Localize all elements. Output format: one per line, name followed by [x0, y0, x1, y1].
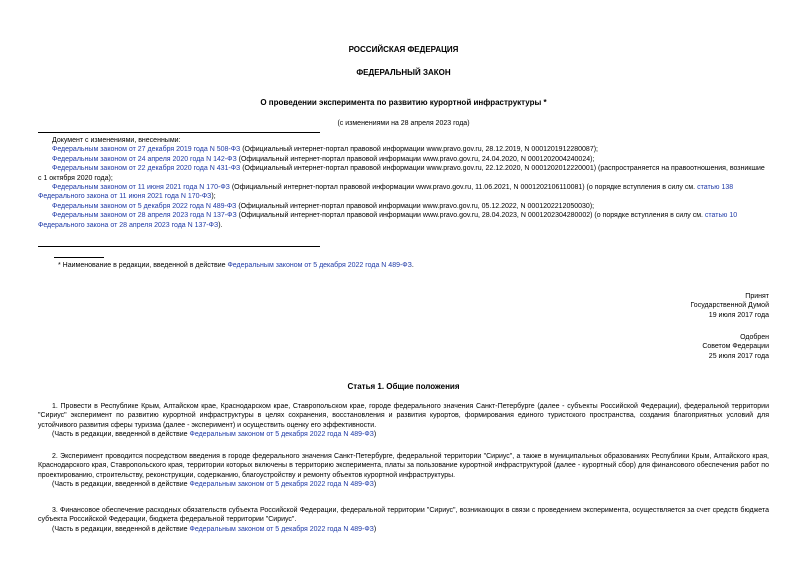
- article-link[interactable]: статью 138 Федерального закона от 11 июня 2021 года N 170-ФЗ: [38, 184, 734, 201]
- edition-suffix: ): [373, 525, 377, 533]
- article-part: [38, 452, 769, 490]
- accepted-line: Государственной Думой: [690, 302, 769, 310]
- article-part: [38, 506, 769, 534]
- top-divider: [38, 132, 320, 133]
- change-item: [38, 183, 769, 202]
- change-link[interactable]: Федеральным законом от 11 июня 2021 года N 170-ФЗ: [52, 184, 230, 192]
- approved-block: [702, 333, 769, 361]
- accepted-line: 19 июля 2017 года: [708, 311, 769, 319]
- approved-line: 25 июля 2017 года: [708, 352, 769, 360]
- footnote-divider: [54, 257, 104, 258]
- article-part-text: 2. Эксперимент проводится посредством введения в городе федерального значения Санкт-Петербурге, федеральной территории "Сириус", а также в муниципальных образованиях Республики Крым, Алтайского края, Краснодарского края, Ставропольского края, территории которых включены в территорию эксперимента, платы за пользование курортной инфраструктурой (далее - курортный сбор) для финансового обеспечения работ по проектированию, строительству, реконструкции, содержанию, благоустройству и ремонту объектов курортной инфраструктуры.: [38, 453, 769, 479]
- article-part-text: 3. Финансовое обеспечение расходных обязательств субъекта Российской Федерации, федеральной территории "Сириус", возникающих в связи с проведением эксперимента, осуществляется за счет средств бюджета субъекта Российской Федерации, бюджета федеральной территории "Сириус".: [38, 507, 769, 524]
- article-link[interactable]: статью 10 Федерального закона от 28 апреля 2023 года N 137-ФЗ: [38, 212, 738, 229]
- change-item: [38, 211, 769, 230]
- edition-suffix: ): [373, 431, 377, 439]
- change-link[interactable]: Федеральным законом от 27 декабря 2019 года N 508-ФЗ: [52, 146, 241, 154]
- change-text: (Официальный интернет-портал правовой информации www.pravo.gov.ru, 11.06.2021, N 0001202106110081) (о порядке вступления в силу см.: [229, 184, 698, 192]
- change-item: [38, 202, 769, 211]
- article-heading: Статья 1. Общие положения: [347, 382, 460, 391]
- change-link[interactable]: Федеральным законом от 28 апреля 2023 года N 137-ФЗ: [52, 212, 237, 220]
- country-heading: РОССИЙСКАЯ ФЕДЕРАЦИЯ: [348, 45, 459, 54]
- edition-prefix: (Часть в редакции, введенной в действие: [52, 525, 190, 533]
- bottom-divider: [38, 246, 320, 247]
- approved-line: Одобрен: [740, 334, 769, 341]
- footnote-link[interactable]: Федеральным законом от 5 декабря 2022 года N 489-ФЗ: [227, 262, 412, 269]
- change-text: (Официальный интернет-портал правовой информации www.pravo.gov.ru, 28.12.2019, N 0001201912280087);: [240, 146, 598, 154]
- accepted-line: Принят: [745, 293, 769, 300]
- article-part-text: 1. Провести в Республике Крым, Алтайском крае, Краснодарском крае, Ставропольском крае, городе федерального значения Санкт-Петербурге (далее - субъекты Российской Федерации), федеральной территории "Сириус" эксперимент по развитию курортной инфраструктуры в целях сохранения, восстановления и развития курортов, формирования единого туристского пространства, создания благоприятных условий для устойчивого развития сферы туризма (далее - эксперимент) и осуществить оценку его эффективности.: [38, 403, 769, 429]
- change-text: (Официальный интернет-портал правовой информации www.pravo.gov.ru, 28.04.2023, N 0001202304280002) (о порядке вступления в силу см.: [236, 212, 705, 220]
- edition-suffix: ): [373, 481, 377, 489]
- change-link[interactable]: Федеральным законом от 5 декабря 2022 года N 489-ФЗ: [52, 202, 237, 210]
- edition-link[interactable]: Федеральным законом от 5 декабря 2022 года N 489-ФЗ: [189, 525, 374, 533]
- changes-block: [38, 136, 769, 230]
- change-text: (Официальный интернет-портал правовой информации www.pravo.gov.ru, 05.12.2022, N 0001202212050030);: [236, 202, 595, 210]
- law-title: О проведении эксперимента по развитию курортной инфраструктуры *: [260, 98, 547, 107]
- change-link[interactable]: Федеральным законом от 24 апреля 2020 года N 142-ФЗ: [52, 155, 237, 163]
- doc-type-heading: ФЕДЕРАЛЬНЫЙ ЗАКОН: [356, 68, 451, 77]
- article-part: [38, 402, 769, 440]
- change-item: [38, 164, 769, 183]
- accepted-block: [690, 292, 769, 320]
- footnote: [58, 261, 758, 270]
- changes-intro: Документ с изменениями, внесенными:: [52, 137, 181, 144]
- footnote-text: * Наименование в редакции, введенной в действие: [58, 262, 228, 269]
- edition-prefix: (Часть в редакции, введенной в действие: [52, 481, 190, 489]
- change-tail: ).: [218, 221, 223, 229]
- change-link[interactable]: Федеральным законом от 22 декабря 2020 года N 431-ФЗ: [52, 165, 241, 173]
- edition-prefix: (Часть в редакции, введенной в действие: [52, 431, 190, 439]
- edition-link[interactable]: Федеральным законом от 5 декабря 2022 года N 489-ФЗ: [189, 481, 374, 489]
- edition-note: [38, 430, 769, 439]
- change-tail: );: [211, 193, 216, 201]
- edition-link[interactable]: Федеральным законом от 5 декабря 2022 года N 489-ФЗ: [189, 431, 374, 439]
- footnote-tail: .: [411, 262, 414, 269]
- change-item: [38, 145, 769, 154]
- change-item: [38, 155, 769, 164]
- edition-note: [38, 480, 769, 489]
- amendment-date: (с изменениями на 28 апреля 2023 года): [337, 120, 470, 127]
- approved-line: Советом Федерации: [702, 343, 769, 351]
- change-text: (Официальный интернет-портал правовой информации www.pravo.gov.ru, 24.04.2020, N 0001202004240024);: [236, 155, 595, 163]
- edition-note: [38, 525, 769, 534]
- change-text: (Официальный интернет-портал правовой информации www.pravo.gov.ru, 22.12.2020, N 0001202012220001) (распространяется на правоотношения, возникшие с 1 октября 2020 года);: [38, 165, 765, 182]
